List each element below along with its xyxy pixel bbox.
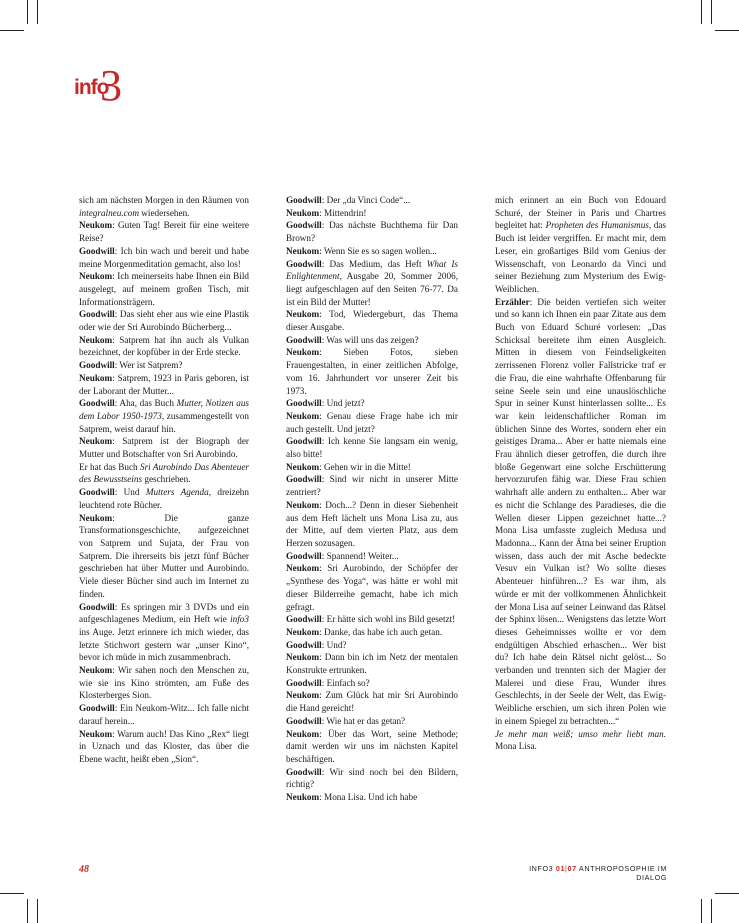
text-column-3 (495, 194, 666, 753)
body-text: : Sind wir nicht in unserer Mitte zentriert? (286, 474, 458, 498)
footer-year: 07 (567, 864, 577, 873)
logo-text: info (74, 76, 109, 99)
body-text: : Und (114, 487, 146, 498)
speaker-name: Goodwill (79, 309, 115, 320)
body-text: : Satprem, 1923 in Paris geboren, ist der Laborant der Mutter... (79, 372, 249, 396)
body-text: , Ausgabe 20, Sommer 2006, liegt aufgeschlagen auf den Seiten 76-77. Da ist ein Bild der Mutter! (286, 271, 458, 307)
body-text: : Ich meinerseits habe Ihnen ein Bild ausgelegt, auf meinem großen Tisch, mit Informationsträgern. (79, 271, 249, 307)
speaker-name: Goodwill (286, 474, 322, 485)
body-text: : Sieben Fotos, sieben Frauengestalten, in einer zeitlichen Abfolge, vom 16. Jahrhundert vor unserer Zeit bis 1973. (286, 347, 458, 396)
italic-text: info3 (230, 614, 249, 625)
speaker-name: Neukom (286, 347, 320, 358)
footer-magazine: INFO3 (529, 864, 554, 873)
column-text (286, 194, 458, 804)
body-text: Er hat das Buch (79, 461, 140, 472)
body-text: : Warum auch! Das Kino „Rex“ liegt in Uznach und das Kloster, das über die Ebene wacht, heißt eben „Sion“. (79, 728, 249, 764)
body-text: : Sri Aurobindo, der Schöpfer der „Synthese des Yoga“, was hätte er wohl mit dieser Bilderreihe gemacht, habe ich mich gefragt. (286, 563, 458, 612)
speaker-name: Neukom (286, 563, 320, 574)
column-text (79, 194, 249, 766)
body-text: : Wir sahen noch den Menschen zu, wie sie ins Kino strömten, am Fuße des Klosterberges Sion. (79, 665, 249, 701)
speaker-name: Goodwill (286, 550, 322, 561)
crop-mark (27, 0, 28, 24)
crop-mark (0, 30, 24, 31)
speaker-name: Goodwill (79, 703, 115, 714)
italic-text: Mutters Agenda (145, 487, 209, 498)
speaker-name: Neukom (286, 410, 320, 421)
body-text: : Die ganze Transformationsgeschichte, aufgezeichnet von Satprem und Sujata, der Frau von Satprem. Die ihrerseits bis jetzt fünf Bücher geschrieben hat über Mutter und Aurobindo. Viele dieser Bücher sind auch im Internet zu finden. (79, 512, 249, 599)
body-text: : Aha, das Buch (114, 398, 177, 409)
footer-section: ANTHROPOSOPHIE IM DIALOG (578, 864, 667, 882)
speaker-name: Goodwill (286, 639, 322, 650)
crop-mark (715, 30, 739, 31)
speaker-name: Goodwill (79, 245, 115, 256)
speaker-name: Neukom (286, 207, 320, 218)
speaker-name: Neukom (79, 334, 113, 345)
body-text: : Es springen mir 3 DVDs und ein aufgeschlagenes Medium, ein Heft wie (79, 601, 249, 625)
body-text: : Was will uns das zeigen? (321, 334, 419, 345)
body-text: : Das sieht eher aus wie eine Plastik oder wie der Sri Aurobindo Bücherberg... (79, 309, 249, 333)
body-text: sich am nächsten Morgen in den Räumen von (79, 195, 249, 205)
speaker-name: Neukom (286, 652, 320, 663)
body-text: : Mittendrin! (319, 207, 367, 218)
logo-number: 3 (100, 61, 122, 110)
speaker-name: Goodwill (79, 360, 115, 371)
speaker-name: Erzähler (495, 296, 530, 307)
running-footer (499, 864, 667, 882)
speaker-name: Neukom (79, 512, 113, 523)
speaker-name: Neukom (79, 271, 113, 282)
speaker-name: Goodwill (286, 258, 322, 269)
body-text: : Das Medium, das Heft (321, 258, 427, 269)
crop-mark (27, 899, 28, 923)
footer-separator: | (565, 864, 568, 873)
speaker-name: Neukom (286, 792, 320, 803)
speaker-name: Neukom (286, 461, 320, 472)
body-text: : Satprem ist der Biograph der Mutter und Botschafter von Sri Aurobindo. (79, 436, 249, 460)
body-text: : Gehen wir in die Mitte! (319, 461, 411, 472)
body-text: : Wenn Sie es so sagen wollen... (319, 245, 437, 256)
body-text: : Tod, Wiedergeburt, das Thema dieser Ausgabe. (286, 309, 458, 333)
speaker-name: Neukom (79, 372, 113, 383)
speaker-name: Goodwill (79, 398, 115, 409)
body-text: : Der „da Vinci Code“... (321, 195, 411, 205)
body-text: : Ich kenne Sie langsam ein wenig, also bitte! (286, 436, 458, 460)
body-text: : Dann bin ich im Netz der mentalen Konstrukte ertrunken. (286, 652, 458, 676)
speaker-name: Neukom (286, 728, 320, 739)
body-text: : Danke, das habe ich auch getan. (319, 626, 443, 637)
body-text: : Einfach so? (321, 677, 370, 688)
body-text: geschrieben. (142, 474, 191, 485)
body-text: , dreizehn leuchtend rote Bücher. (79, 487, 249, 510)
speaker-name: Goodwill (286, 614, 322, 625)
body-text: : Satprem hat ihn auch als Vulkan bezeichnet, der kopfüber in der Erde stecke. (79, 334, 249, 358)
crop-mark (37, 899, 38, 923)
body-text: ins Auge. Jetzt erinnere ich mich wieder, das letzte Stichwort gestern war „unser Kino“, bevor ich müde in mich zusammenbrach. (79, 626, 249, 663)
body-text: : Doch...? Denn in dieser Siebenheit aus dem Heft lächelt uns Mona Lisa zu, aus der Mitte, auf dem vierten Platz, aus dem Herzen sozusagen. (286, 499, 458, 548)
body-text: : Spannend! Weiter... (321, 550, 399, 561)
speaker-name: Goodwill (286, 398, 322, 409)
speaker-name: Neukom (79, 665, 113, 676)
body-text: : Das nächste Buchthema für Dan Brown? (286, 220, 458, 244)
speaker-name: Neukom (79, 436, 113, 447)
crop-mark (715, 893, 739, 894)
body-text: , das Buch ist leider vergriffen. Er macht mir, dem Leser, ein großartiges Bild vom Genius der Wissenschaft, von Leonardo da Vinci und seiner Beziehung zum Mysterium des Ewig-Weiblichen. (495, 220, 666, 294)
speaker-name: Neukom (286, 626, 320, 637)
crop-mark (37, 0, 38, 24)
body-text: : Genau diese Frage habe ich mir auch gestellt. Und jetzt? (286, 410, 458, 434)
speaker-name: Neukom (79, 220, 113, 231)
speaker-name: Goodwill (79, 601, 115, 612)
text-column-1 (79, 194, 249, 766)
italic-text: integralneu.com (79, 207, 139, 218)
crop-mark (711, 899, 712, 923)
body-text: : Die beiden vertiefen sich weiter und so kann ich Ihnen ein paar Zitate aus dem Buch von Eduard Schuré vorlesen: „Das Schicksal bereitete ihm einen Ausgleich. Mitten in diesem von Feindseligkeiten zerrissenen Florenz voller Fallstricke traf er die Frau, die eine wahrhafte Offenbarung für seine Seele sein und eine unauslöschliche Spur in seiner Kunst hinterlassen sollte... Es war kein leidenschaftlicher Roman im üblichen Sinne des Wortes, sondern eher ein geistiges Drama... Aber er hatte niemals eine Frau ähnlich dieser getroffen, die durch ihre bloße Gegenwart eine solche Erschütterung hervorzurufen fähig war. Diese Frau schien wahrhaft alle andern zu enthalten... Aber war es nicht die Schlange des Paradieses, die die Wellen dieser Lippen gezeichnet hatte...? Mona Lisa umfasste zugleich Medusa und Madonna... Kann der Ätna bei seiner Eruption wissen, dass auch der mit Asche bedeckte Vesuv ein Vulkan ist? Wo sollte dieses Abenteuer hinführen...? Es war ihm, als würde er mit der vollkommenen Ähnlichkeit der Mona Lisa auf seiner Leinwand das Rätsel der Sphinx lösen... Wenigstens das letzte Wort dieses Geheimnisses wollte er vor dem endgültigen Abschied erhaschen... Wer bist du? Ich habe dein Rätsel nicht gelöst... So verbanden und trennten sich der Magier der Malerei und diese Frau, Wunder ihres Geschlechts, in der Seele der Welt, das Ewig-Weibliche erschien, um sich ihren Polen wie in einem Spiegel zu betrachten...“ (495, 296, 666, 726)
speaker-name: Goodwill (286, 195, 322, 205)
body-text: : Guten Tag! Bereit für eine weitere Reise? (79, 220, 249, 244)
italic-text: Mutter, Notizen aus dem Labor 1950-1973 (79, 398, 249, 421)
italic-text: What Is Enlightenment (286, 258, 459, 282)
body-text: : Zum Glück hat mir Sri Aurobindo die Hand gereicht! (286, 690, 458, 714)
body-text: mich erinnert an ein Buch von Edouard Schuré, der Steiner in Paris und Chartres begleitet hat: (495, 195, 666, 231)
speaker-name: Goodwill (79, 487, 115, 498)
text-column-2 (286, 194, 458, 804)
column-text (495, 194, 666, 753)
footer-issue: 01 (555, 864, 566, 873)
crop-mark (701, 0, 702, 24)
speaker-name: Goodwill (286, 220, 322, 231)
body-text: wiedersehen. (138, 207, 190, 218)
body-text: , zusammengestellt von Satprem, weist darauf hin. (79, 410, 249, 434)
speaker-name: Goodwill (286, 436, 322, 447)
speaker-name: Goodwill (286, 766, 322, 777)
speaker-name: Neukom (286, 309, 320, 320)
crop-mark (711, 0, 712, 24)
speaker-name: Neukom (286, 245, 320, 256)
body-text: : Wer ist Satprem? (114, 360, 183, 371)
body-text: : Ich bin wach und bereit und habe meine Morgenmeditation gemacht, also los! (79, 245, 249, 269)
italic-text: Sri Aurobindo Das Abenteuer des Bewusstseins (79, 461, 249, 485)
speaker-name: Goodwill (286, 677, 322, 688)
body-text: Mona Lisa. (495, 741, 537, 752)
body-text: : Und? (321, 639, 347, 650)
italic-text: Propheten des Humanismus (545, 220, 649, 231)
body-text: : Ein Neukom-Witz... Ich falle nicht darauf herein... (79, 703, 249, 726)
page-number: 48 (79, 864, 89, 875)
speaker-name: Neukom (79, 728, 113, 739)
magazine-logo (74, 61, 122, 110)
speaker-name: Goodwill (286, 334, 322, 345)
crop-mark (0, 893, 24, 894)
speaker-name: Neukom (286, 690, 320, 701)
italic-text: Je mehr man weiß; umso mehr liebt man. (495, 728, 666, 739)
body-text: : Über das Wort, seine Methode; damit werden wir uns im nächsten Kapitel beschäftigen. (286, 728, 458, 764)
body-text: : Und jetzt? (321, 398, 365, 409)
speaker-name: Neukom (286, 499, 320, 510)
body-text: : Wir sind noch bei den Bildern, richtig? (286, 766, 458, 790)
body-text: : Mona Lisa. Und ich habe (319, 792, 418, 803)
crop-mark (701, 899, 702, 923)
speaker-name: Goodwill (286, 715, 322, 726)
body-text: : Wie hat er das getan? (321, 715, 406, 726)
body-text: : Er hätte sich wohl ins Bild gesetzt! (321, 614, 456, 625)
